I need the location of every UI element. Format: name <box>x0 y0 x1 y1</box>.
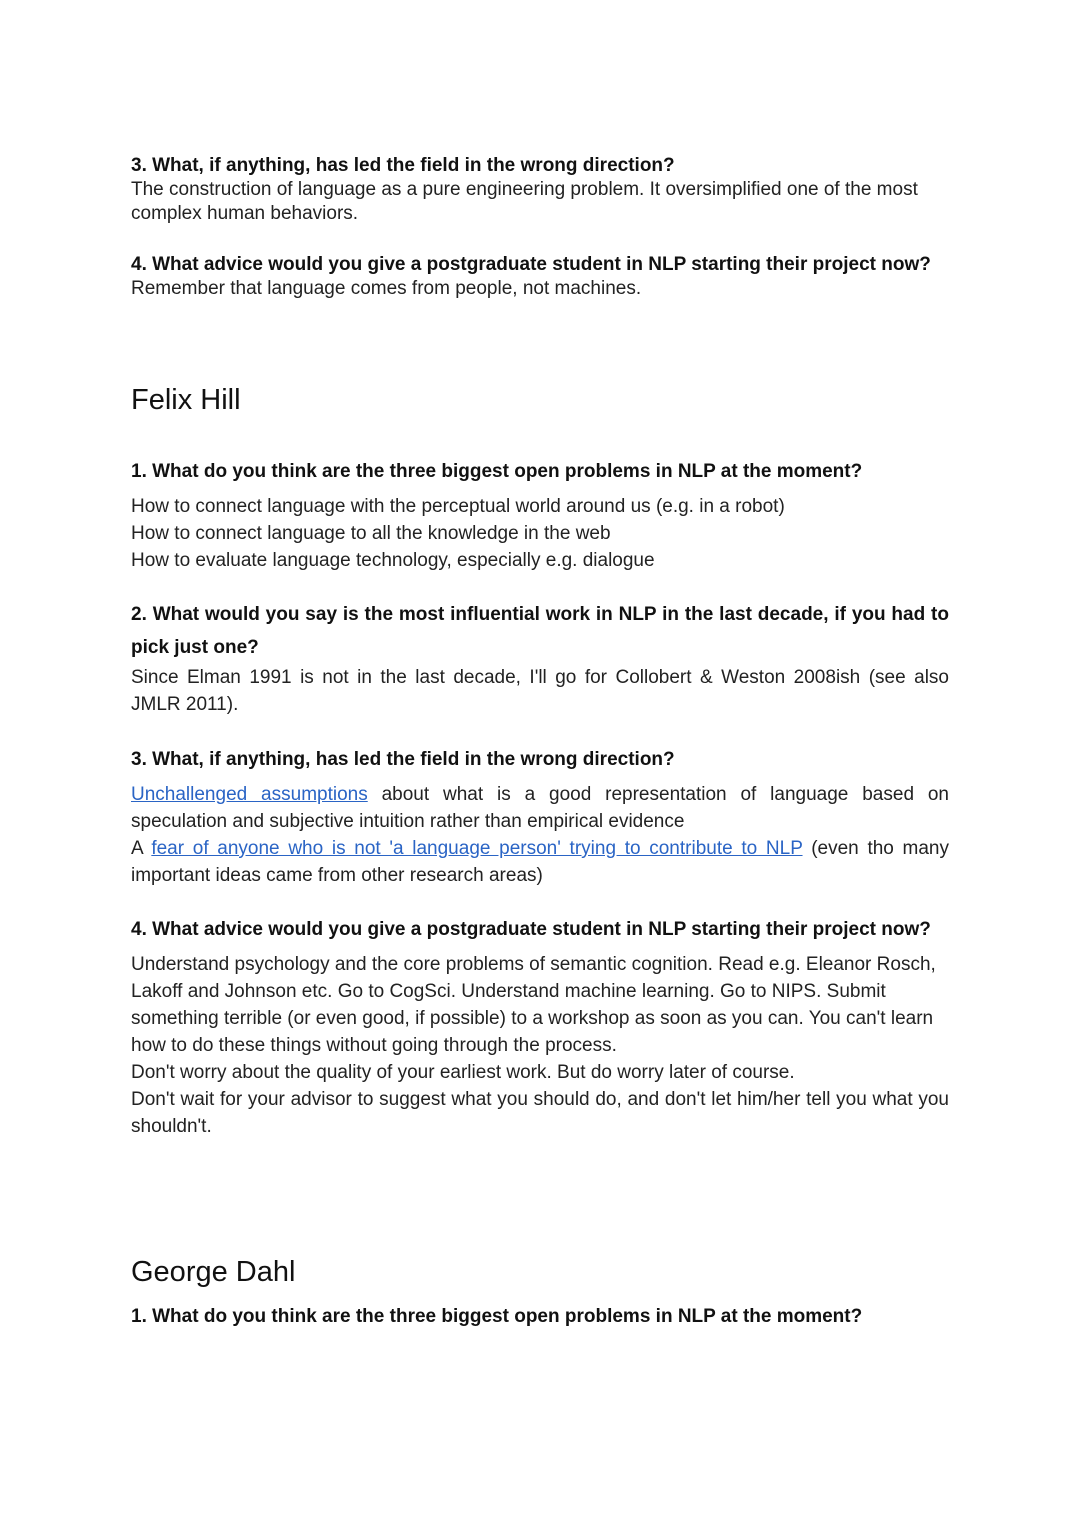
answer-fragment: about what is a good representation of language based on speculation and subjective intuition rather than empirical evidence <box>131 784 950 832</box>
question-heading: 1. What do you think are the three biggest open problems in NLP at the moment? <box>131 1306 863 1327</box>
question-heading: 2. What would you say is the most influential work in NLP in the last decade, if you had to pick just one? <box>131 604 949 658</box>
answer-paragraph: Don't wait for your advisor to suggest what you should do, and don't let him/her tell you what you shouldn't. <box>131 1089 949 1137</box>
answer-text: The construction of language as a pure engineering problem. It oversimplified one of the most complex human behaviors. <box>131 179 918 224</box>
question-heading: 3. What, if anything, has led the field in the wrong direction? <box>131 155 675 176</box>
answer-line: How to connect language to all the knowledge in the web <box>131 523 611 544</box>
george-q1-block <box>131 1305 949 1329</box>
unchallenged-assumptions-link[interactable]: Unchallenged assumptions <box>131 784 368 805</box>
answer-line: How to connect language with the perceptual world around us (e.g. in a robot) <box>131 496 785 517</box>
felix-q4-block <box>131 918 949 1140</box>
answer-paragraph <box>131 781 949 835</box>
answer-paragraph <box>131 835 949 889</box>
answer-text <box>131 781 949 889</box>
fear-of-anyone-link[interactable]: fear of anyone who is not 'a language person' trying to contribute to NLP <box>151 838 803 859</box>
prev-q4-block <box>131 253 949 301</box>
person-name-heading: George Dahl <box>131 1256 296 1288</box>
felix-q3-block <box>131 748 949 889</box>
felix-q2-block <box>131 598 949 718</box>
answer-line: How to evaluate language technology, especially e.g. dialogue <box>131 550 655 571</box>
answer-text <box>131 951 949 1140</box>
question-heading: 4. What advice would you give a postgraduate student in NLP starting their project now? <box>131 919 931 940</box>
person-name-heading: Felix Hill <box>131 384 241 416</box>
answer-text: Since Elman 1991 is not in the last decade, I'll go for Collobert & Weston 2008ish (see also JMLR 2011). <box>131 667 949 715</box>
question-heading: 4. What advice would you give a postgraduate student in NLP starting their project now? <box>131 254 931 275</box>
felix-q1-block <box>131 460 949 574</box>
question-heading: 1. What do you think are the three biggest open problems in NLP at the moment? <box>131 461 863 482</box>
answer-text: Remember that language comes from people, not machines. <box>131 278 642 299</box>
prev-q3-block <box>131 154 949 226</box>
answer-paragraph: Understand psychology and the core problems of semantic cognition. Read e.g. Eleanor Rosch, Lakoff and Johnson etc. Go to CogSci. Understand machine learning. Go to NIPS. Submit something terrible (or even good, if possible) to a workshop as soon as you can. You can't learn how to do these things without going through the process. <box>131 954 936 1056</box>
answer-text <box>131 493 949 574</box>
question-heading: 3. What, if anything, has led the field in the wrong direction? <box>131 749 675 770</box>
answer-fragment: (even tho many important ideas came from other research areas) <box>131 838 950 886</box>
answer-fragment: A <box>131 838 152 859</box>
answer-paragraph: Don't worry about the quality of your earliest work. But do worry later of course. <box>131 1062 795 1083</box>
